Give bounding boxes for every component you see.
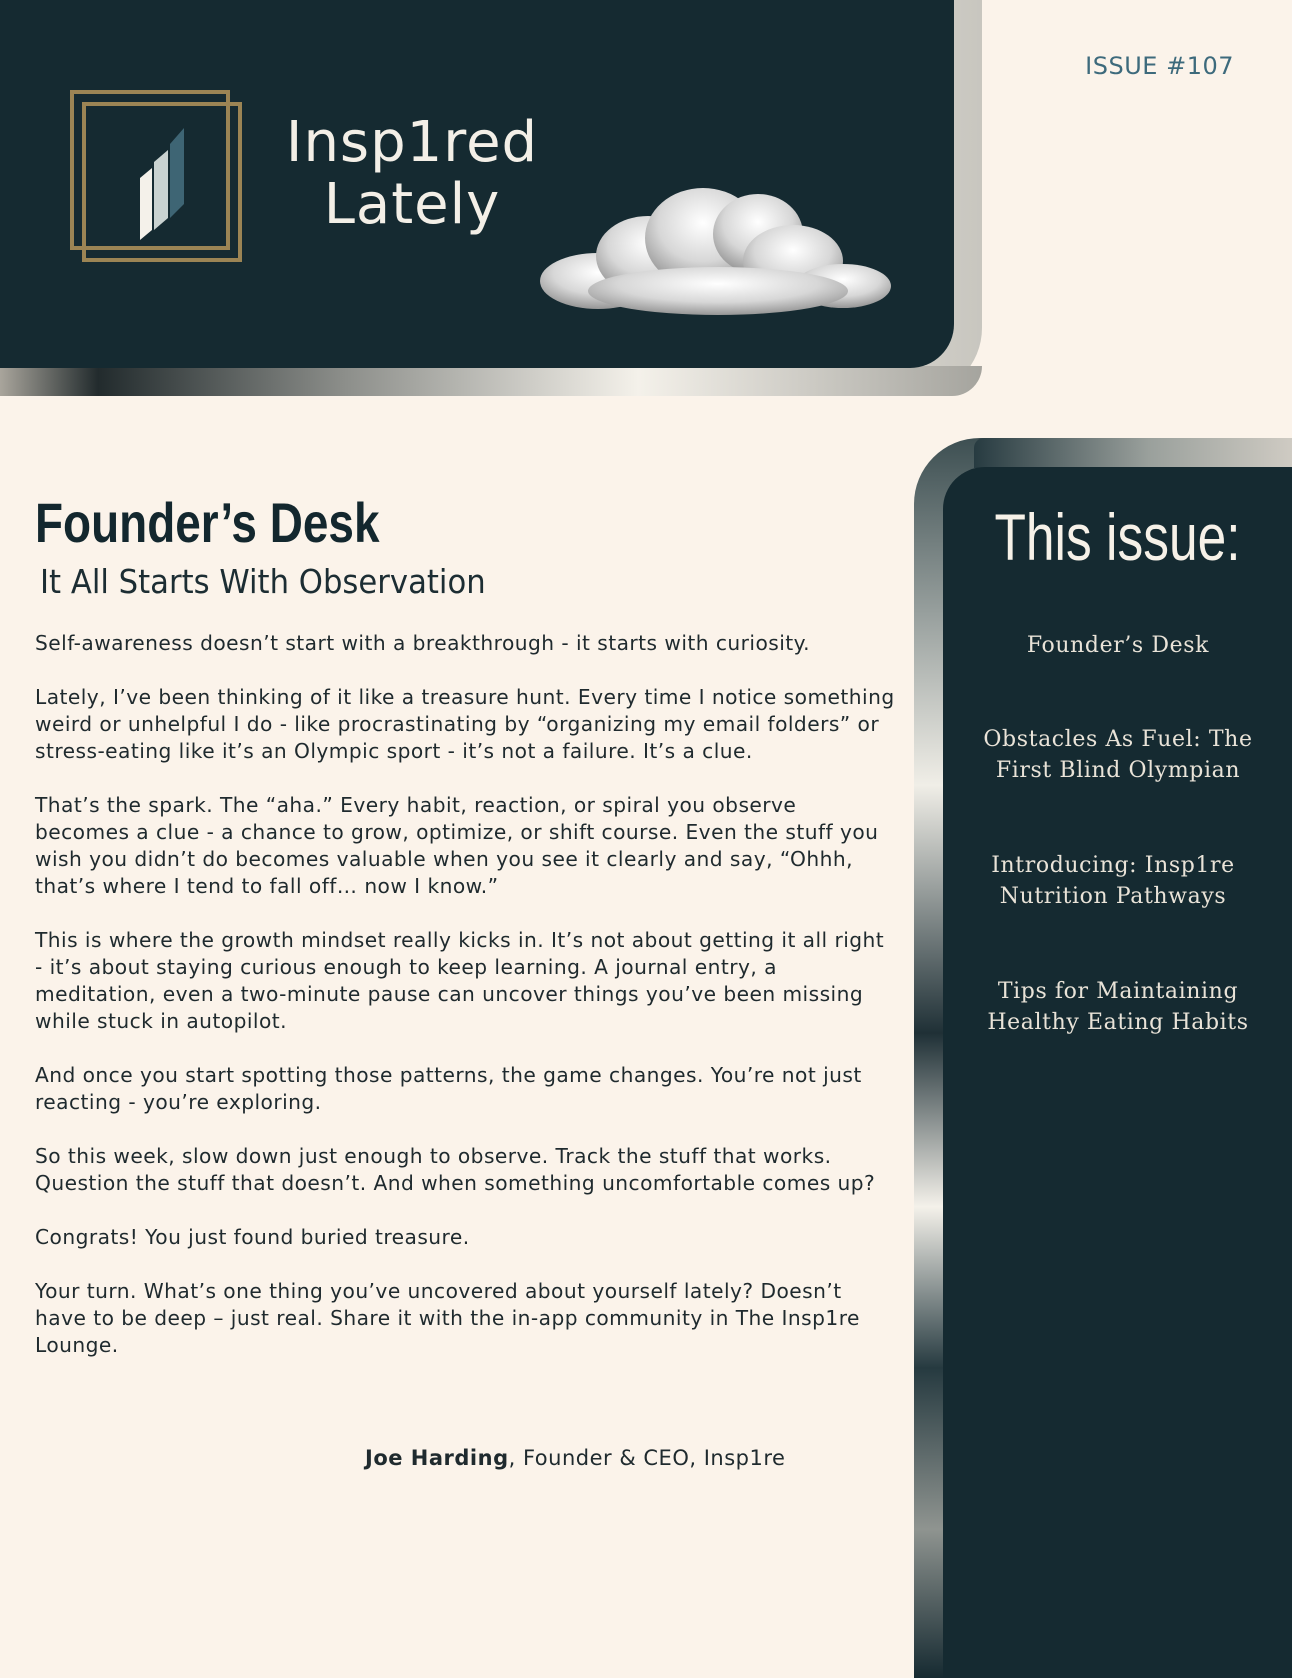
article-title: Founder’s Desk [35,491,380,554]
toc-item: Founder’s Desk [1026,633,1210,658]
article-paragraph: Self-awareness doesn’t start with a breakthrough - it starts with curiosity. [35,631,811,655]
author-name: Joe Harding [365,1446,509,1470]
article-paragraph: Congrats! You just found buried treasure. [35,1225,470,1249]
article-body [35,630,895,1359]
article-paragraph: Lately, I’ve been thinking of it like a treasure hunt. Every time I notice something weird or unhelpful I do - like procrastinating by “organizing my email folders” or stress-eating like it’s an Olympic sport - it’s not a failure. It’s a clue. [35,685,895,763]
article-paragraph: So this week, slow down just enough to observe. Track the stuff that works. Question the stuff that doesn’t. And when something uncomfortable comes up? [35,1144,876,1195]
toc-item: Tips for Maintaining Healthy Eating Habits [987,979,1249,1035]
author-role: , Founder & CEO, Insp1re [508,1446,786,1470]
author-signature [365,1446,785,1470]
toc-title: This issue: [994,500,1241,574]
toc-item: Obstacles As Fuel: The First Blind Olympian [983,727,1253,783]
issue-number: ISSUE #107 [1085,52,1234,80]
rising-bars-icon [136,120,196,240]
masthead [0,0,954,368]
toc-item: Introducing: Insp1re Nutrition Pathways [991,853,1235,909]
brand-name: Insp1red Lately [285,110,539,237]
brand-logo [70,90,240,260]
cloud-image [528,176,908,326]
article-subtitle: It All Starts With Observation [40,562,486,601]
article-paragraph: Your turn. What’s one thing you’ve uncovered about yourself lately? Doesn’t have to be deep – just real. Share it with the in-app community in The Insp1re Lounge. [35,1279,860,1357]
founders-desk-article [35,490,895,1386]
article-paragraph: And once you start spotting those patterns, the game changes. You’re not just reacting - you’re exploring. [35,1063,862,1114]
article-paragraph: This is where the growth mindset really kicks in. It’s not about getting it all right - it’s about staying curious enough to keep learning. A journal entry, a meditation, even a two-minute pause can uncover things you’ve been missing while stuck in autopilot. [35,928,885,1033]
article-paragraph: That’s the spark. The “aha.” Every habit, reaction, or spiral you observe becomes a clue - a chance to grow, optimize, or shift course. Even the stuff you wish you didn’t do becomes valuable when you see it clearly and say, “Ohhh, that’s where I tend to fall off… now I know.” [35,793,879,898]
table-of-contents [943,467,1292,1677]
